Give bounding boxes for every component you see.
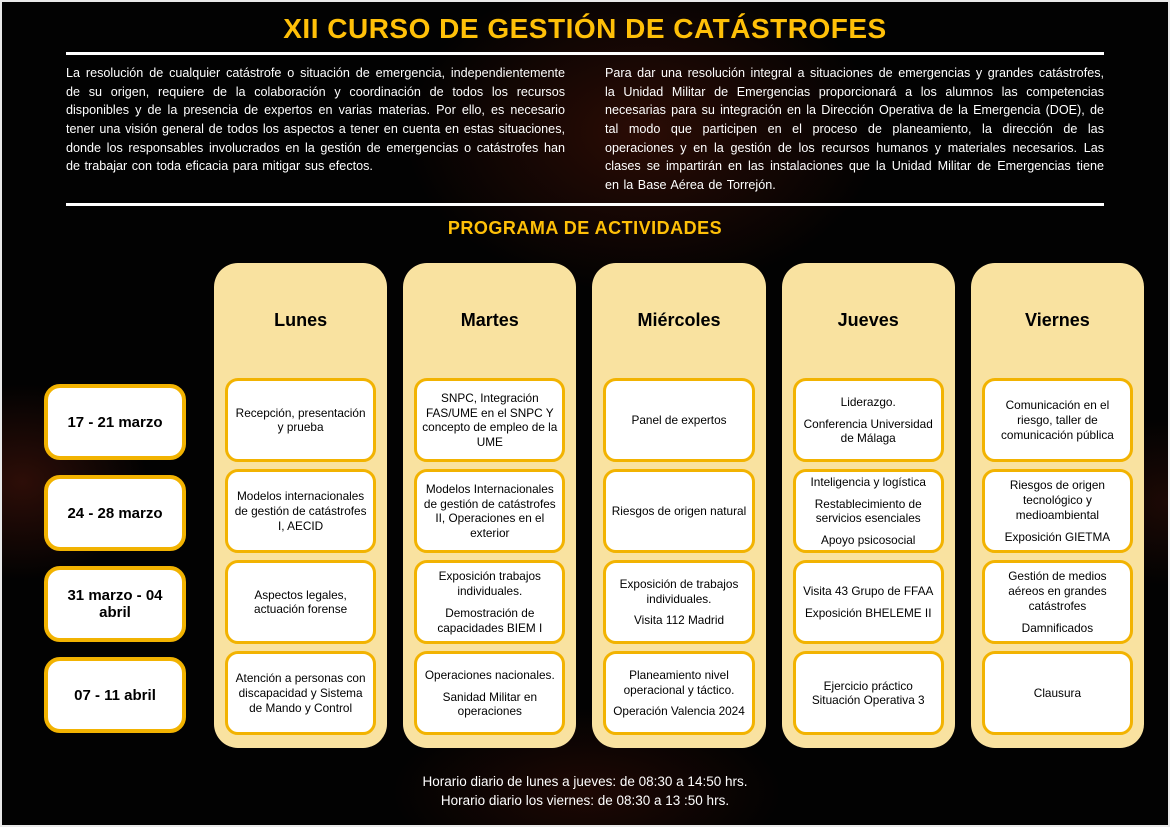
days-grid bbox=[214, 263, 1144, 748]
cell-paragraph: Visita 112 Madrid bbox=[633, 613, 725, 628]
day-column-jueves bbox=[782, 263, 955, 748]
cell-paragraph: Riesgos de origen tecnológico y medioambiental bbox=[1009, 478, 1105, 522]
cell-paragraph: Riesgos de origen natural bbox=[611, 504, 747, 518]
day-column-viernes bbox=[971, 263, 1144, 748]
cell-paragraph: Modelos internacionales de gestión de catástrofes I, AECID bbox=[234, 489, 367, 533]
footer-schedule bbox=[2, 773, 1168, 811]
cell-paragraph: Exposición GIETMA bbox=[1004, 529, 1111, 544]
cell-paragraph: Panel de expertos bbox=[631, 413, 727, 427]
intro-section bbox=[2, 55, 1168, 194]
dates-column bbox=[44, 263, 186, 748]
cell-paragraph: Exposición de trabajos individuales. bbox=[619, 576, 739, 606]
schedule-cell bbox=[603, 651, 754, 735]
day-column-martes bbox=[403, 263, 576, 748]
schedule-cell bbox=[793, 651, 944, 735]
schedule-cell bbox=[982, 469, 1133, 553]
schedule-cell bbox=[225, 651, 376, 735]
schedule-cell bbox=[414, 469, 565, 553]
cell-paragraph: Comunicación en el riesgo, taller de comunicación pública bbox=[1001, 398, 1114, 442]
schedule-cell bbox=[225, 469, 376, 553]
date-box: 17 - 21 marzo bbox=[44, 384, 186, 460]
day-header: Lunes bbox=[274, 310, 328, 331]
cell-paragraph: Conferencia Universidad de Málaga bbox=[803, 416, 933, 446]
day-column-miercoles bbox=[592, 263, 765, 748]
schedule-cell bbox=[603, 469, 754, 553]
day-header: Martes bbox=[460, 310, 519, 331]
cell-paragraph: Ejercicio práctico Situación Operativa 3 bbox=[811, 678, 925, 708]
day-column-lunes bbox=[214, 263, 387, 748]
schedule-cell bbox=[414, 560, 565, 644]
schedule-cell bbox=[414, 378, 565, 462]
schedule-cell bbox=[793, 469, 944, 553]
cell-paragraph: Recepción, presentación y prueba bbox=[235, 405, 366, 435]
cell-paragraph: Clausura bbox=[1033, 686, 1082, 700]
cell-paragraph: Operación Valencia 2024 bbox=[613, 704, 745, 719]
day-header: Jueves bbox=[837, 310, 899, 331]
cell-paragraph: Damnificados bbox=[1021, 620, 1094, 635]
intro-left-paragraph: La resolución de cualquier catástrofe o situación de emergencia, independientemente de su origen, requiere de la colaboración y coordinación de todos los recursos disponibles y de la presencia de expertos en varias materias. Por ello, es necesario tener una visión general de todos los aspectos a tener en cuenta en estas situaciones, donde los responsables involucrados en la gestión de emergencias o catástrofes han de trabajar con toda eficacia para mitigar sus efectos. bbox=[66, 66, 565, 174]
cell-paragraph: Exposición BHELEME II bbox=[804, 605, 932, 620]
schedule-cell bbox=[225, 378, 376, 462]
schedule-cell bbox=[793, 378, 944, 462]
divider-middle bbox=[66, 203, 1104, 206]
date-box: 31 marzo - 04 abril bbox=[44, 566, 186, 642]
footer-line-1: Horario diario de lunes a jueves: de 08:30 a 14:50 hrs. bbox=[422, 774, 748, 790]
schedule-cell bbox=[414, 651, 565, 735]
date-box: 07 - 11 abril bbox=[44, 657, 186, 733]
cell-paragraph: Aspectos legales, actuación forense bbox=[254, 587, 348, 617]
schedule-cell bbox=[982, 378, 1133, 462]
cell-paragraph: Liderazgo. bbox=[840, 394, 896, 409]
cell-paragraph: Demostración de capacidades BIEM I bbox=[437, 605, 543, 635]
schedule-cell bbox=[603, 560, 754, 644]
cell-paragraph: Operaciones nacionales. bbox=[424, 667, 555, 682]
schedule-cell bbox=[982, 651, 1133, 735]
date-box: 24 - 28 marzo bbox=[44, 475, 186, 551]
schedule-cell bbox=[603, 378, 754, 462]
cell-paragraph: Inteligencia y logística bbox=[810, 474, 926, 489]
cell-paragraph: Planeamiento nivel operacional y táctico. bbox=[623, 667, 735, 697]
schedule-cell bbox=[793, 560, 944, 644]
footer-line-2: Horario diario los viernes: de 08:30 a 13 :50 hrs. bbox=[440, 793, 730, 809]
cell-paragraph: Sanidad Militar en operaciones bbox=[442, 689, 538, 719]
day-header: Miércoles bbox=[637, 310, 721, 331]
schedule-cell bbox=[225, 560, 376, 644]
cell-paragraph: Restablecimiento de servicios esenciales bbox=[814, 496, 922, 526]
cell-paragraph: Visita 43 Grupo de FFAA bbox=[803, 584, 934, 599]
cell-paragraph: Apoyo psicosocial bbox=[820, 533, 916, 548]
intro-right-paragraph: Para dar una resolución integral a situaciones de emergencias y grandes catástrofes, la Unidad Militar de Emergencias proporcionará a los alumnos las competencias necesarias para su integración en la Dirección Operativa de la Emergencia (DOE), de tal modo que participen en el proceso de planeamiento, la dirección de las operaciones y en la gestión de los recursos humanos y materiales necesarios. Las clases se impartirán en las instalaciones que la Unidad Militar de Emergencias tiene en la Base Aérea de Torrejón. bbox=[605, 66, 1104, 192]
cell-paragraph: Exposición trabajos individuales. bbox=[438, 569, 541, 599]
cell-paragraph: Atención a personas con discapacidad y Sistema de Mando y Control bbox=[235, 671, 366, 715]
cell-paragraph: SNPC, Integración FAS/UME en el SNPC Y concepto de empleo de la UME bbox=[422, 390, 558, 450]
day-header: Viernes bbox=[1025, 310, 1090, 331]
program-title: PROGRAMA DE ACTIVIDADES bbox=[447, 218, 723, 239]
page-title: XII CURSO DE GESTIÓN DE CATÁSTROFES bbox=[283, 13, 887, 44]
cell-paragraph: Modelos Internacionales de gestión de catástrofes II, Operaciones en el exterior bbox=[423, 481, 556, 541]
schedule-cell bbox=[982, 560, 1133, 644]
schedule-grid bbox=[44, 263, 1144, 748]
cell-paragraph: Gestión de medios aéreos en grandes catástrofes bbox=[1008, 569, 1107, 613]
